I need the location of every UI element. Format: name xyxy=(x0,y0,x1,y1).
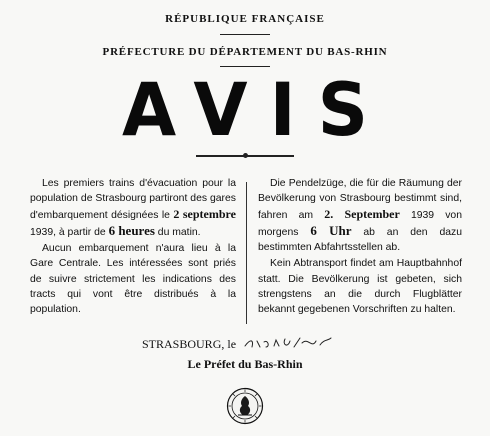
column-divider xyxy=(246,182,247,324)
german-text: Die Pendelzüge, die für die Räumung der Bevölkerung von Strasbourg bestimmt sind, fahren am xyxy=(258,178,462,221)
french-paragraph-1 xyxy=(30,176,236,240)
french-text: du matin. xyxy=(154,226,201,238)
signatory: Le Préfet du Bas-Rhin xyxy=(187,357,303,371)
german-hour: 6 Uhr xyxy=(310,222,352,238)
german-paragraph-2: Kein Abtransport findet am Hauptbahnhof statt. Die Bevölkerung ist gebeten, sich strengstens an die durch Flugblätter bekannt gegebenen Vorschriften zu halten. xyxy=(258,258,462,316)
title-rule-dot xyxy=(243,153,248,158)
place-date-line xyxy=(142,335,334,352)
french-date: 2 septembre xyxy=(173,206,236,221)
french-text: Les premiers trains d'évacuation pour la population de Strasbourg partiront des gares d'embarquement désignées le xyxy=(30,178,236,221)
official-seal-icon xyxy=(226,387,264,425)
french-column xyxy=(30,176,236,318)
french-paragraph-2: Aucun embarquement n'aura lieu à la Gare Centrale. Les intéressées sont priés de suivre strictement les indications des tracts qui vont être distribués à la population. xyxy=(30,243,236,316)
place-label: STRASBOURG, le xyxy=(142,337,237,351)
prefecture-heading: PRÉFECTURE DU DÉPARTEMENT DU BAS-RHIN xyxy=(102,46,388,58)
german-date: 2. September xyxy=(324,206,400,221)
republic-heading: RÉPUBLIQUE FRANÇAISE xyxy=(165,13,325,25)
german-text: ab an den dazu bestimmten Abfahrtsstellen ab. xyxy=(258,226,462,254)
notice-title: AVIS xyxy=(121,66,391,154)
german-text: 1939 von morgens xyxy=(258,209,462,238)
french-text: 1939, à partir de xyxy=(30,226,109,238)
french-hour: 6 heures xyxy=(108,222,155,238)
german-paragraph-1 xyxy=(258,176,462,255)
german-column xyxy=(258,176,462,318)
heading-rule xyxy=(220,34,270,35)
handwritten-date-signature xyxy=(242,335,334,351)
